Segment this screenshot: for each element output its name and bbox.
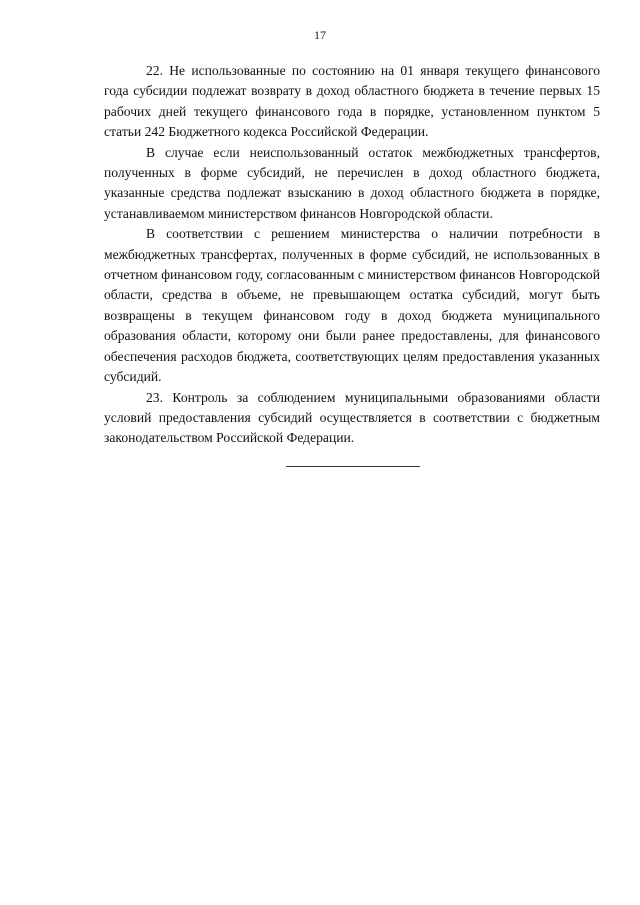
paragraph-23: 23. Контроль за соблюдением муниципальными образованиями области условий предоставления субсидий осуществляется в соответствии с бюджетным законодательством Российской Федерации. [104,389,600,446]
page-number: 17 [314,28,326,42]
paragraph-return-decision: В соответствии с решением министерства о наличии потребности в межбюджетных трансфертах, полученных в форме субсидий, не использованных в отчетном финансовом году, согласованным с министерством финансов Новгородской области, средства в объеме, не превышающем остатка субсидий, могут быть возвращены в текущем финансовом году в доход бюджета муниципального образования области, которому они были ранее предоставлены, для финансового обеспечения расходов бюджета, соответствующих целям предоставления указанных субсидий. [104,226,600,385]
end-of-text-rule [286,466,420,467]
paragraph-22: 22. Не использованные по состоянию на 01 января текущего финансового года субсидии подлежат возврату в доход областного бюджета в течение первых 15 рабочих дней текущего финансового года в порядке, установленном пунктом 5 статьи 242 Бюджетного кодекса Российской Федерации. [104,63,600,140]
paragraph-unused-balance: В случае если неиспользованный остаток межбюджетных трансфертов, полученных в форме субсидий, не перечислен в доход областного бюджета, указанные средства подлежат взысканию в доход областного бюджета в порядке, устанавливаемом министерством финансов Новгородской области. [104,144,600,221]
document-body [104,61,600,467]
